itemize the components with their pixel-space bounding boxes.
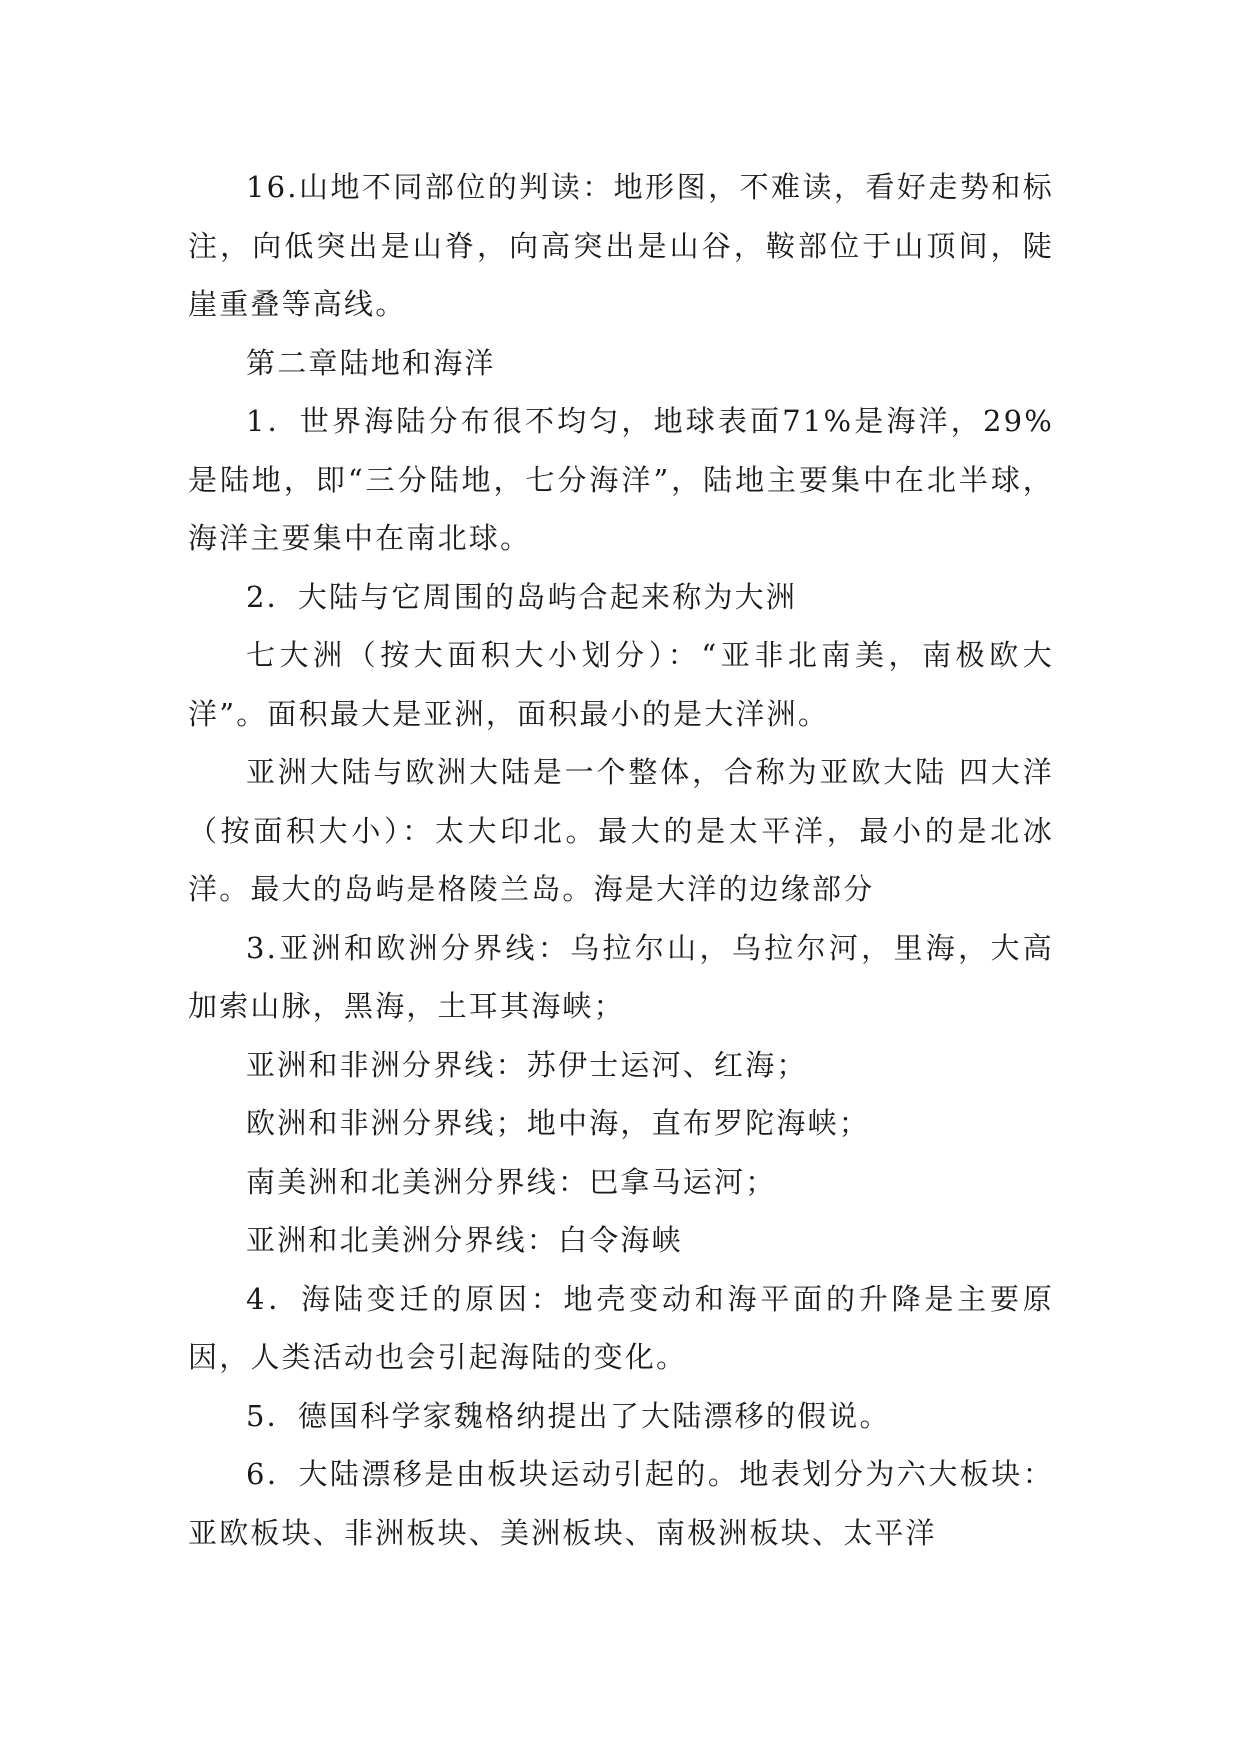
paragraph-item: 4．海陆变迁的原因：地壳变动和海平面的升降是主要原因，人类活动也会引起海陆的变化。 xyxy=(188,1281,1054,1374)
paragraph-item: 亚洲大陆与欧洲大陆是一个整体，合称为亚欧大陆 四大洋（按面积大小）：太大印北。最大的是太平洋，最小的是北冰洋。最大的岛屿是格陵兰岛。海是大洋的边缘部分 xyxy=(188,755,1054,906)
paragraph-item: 16.山地不同部位的判读：地形图，不难读，看好走势和标注，向低突出是山脊，向高突出是山谷，鞍部位于山顶间，陡崖重叠等高线。 xyxy=(188,170,1054,321)
paragraph-item: 亚洲和北美洲分界线：白令海峡 xyxy=(246,1223,683,1257)
paragraph-item: 七大洲（按大面积大小划分）：“亚非北南美，南极欧大洋”。面积最大是亚洲，面积最小的是大洋洲。 xyxy=(188,638,1054,731)
paragraph-item: 2．大陆与它周围的岛屿合起来称为大洲 xyxy=(246,579,798,614)
chapter-heading: 第二章陆地和海洋 xyxy=(246,345,496,380)
paragraph-item: 亚洲和非洲分界线：苏伊士运河、红海； xyxy=(246,1047,808,1082)
paragraph-item: 5．德国科学家魏格纳提出了大陆漂移的假说。 xyxy=(246,1398,891,1433)
document-body xyxy=(188,158,1054,1562)
paragraph-item: 3.亚洲和欧洲分界线：乌拉尔山，乌拉尔河，里海，大高加索山脉，黑海，土耳其海峡； xyxy=(188,930,1054,1023)
paragraph-item: 6．大陆漂移是由板块运动引起的。地表划分为六大板块：亚欧板块、非洲板块、美洲板块、南极洲板块、太平洋 xyxy=(188,1457,1054,1550)
paragraph-item: 1．世界海陆分布很不均匀，地球表面71%是海洋，29%是陆地，即“三分陆地，七分海洋”，陆地主要集中在北半球，海洋主要集中在南北球。 xyxy=(188,404,1054,555)
paragraph-item: 南美洲和北美洲分界线：巴拿马运河； xyxy=(246,1164,777,1199)
paragraph-item: 欧洲和非洲分界线；地中海，直布罗陀海峡； xyxy=(246,1106,871,1140)
